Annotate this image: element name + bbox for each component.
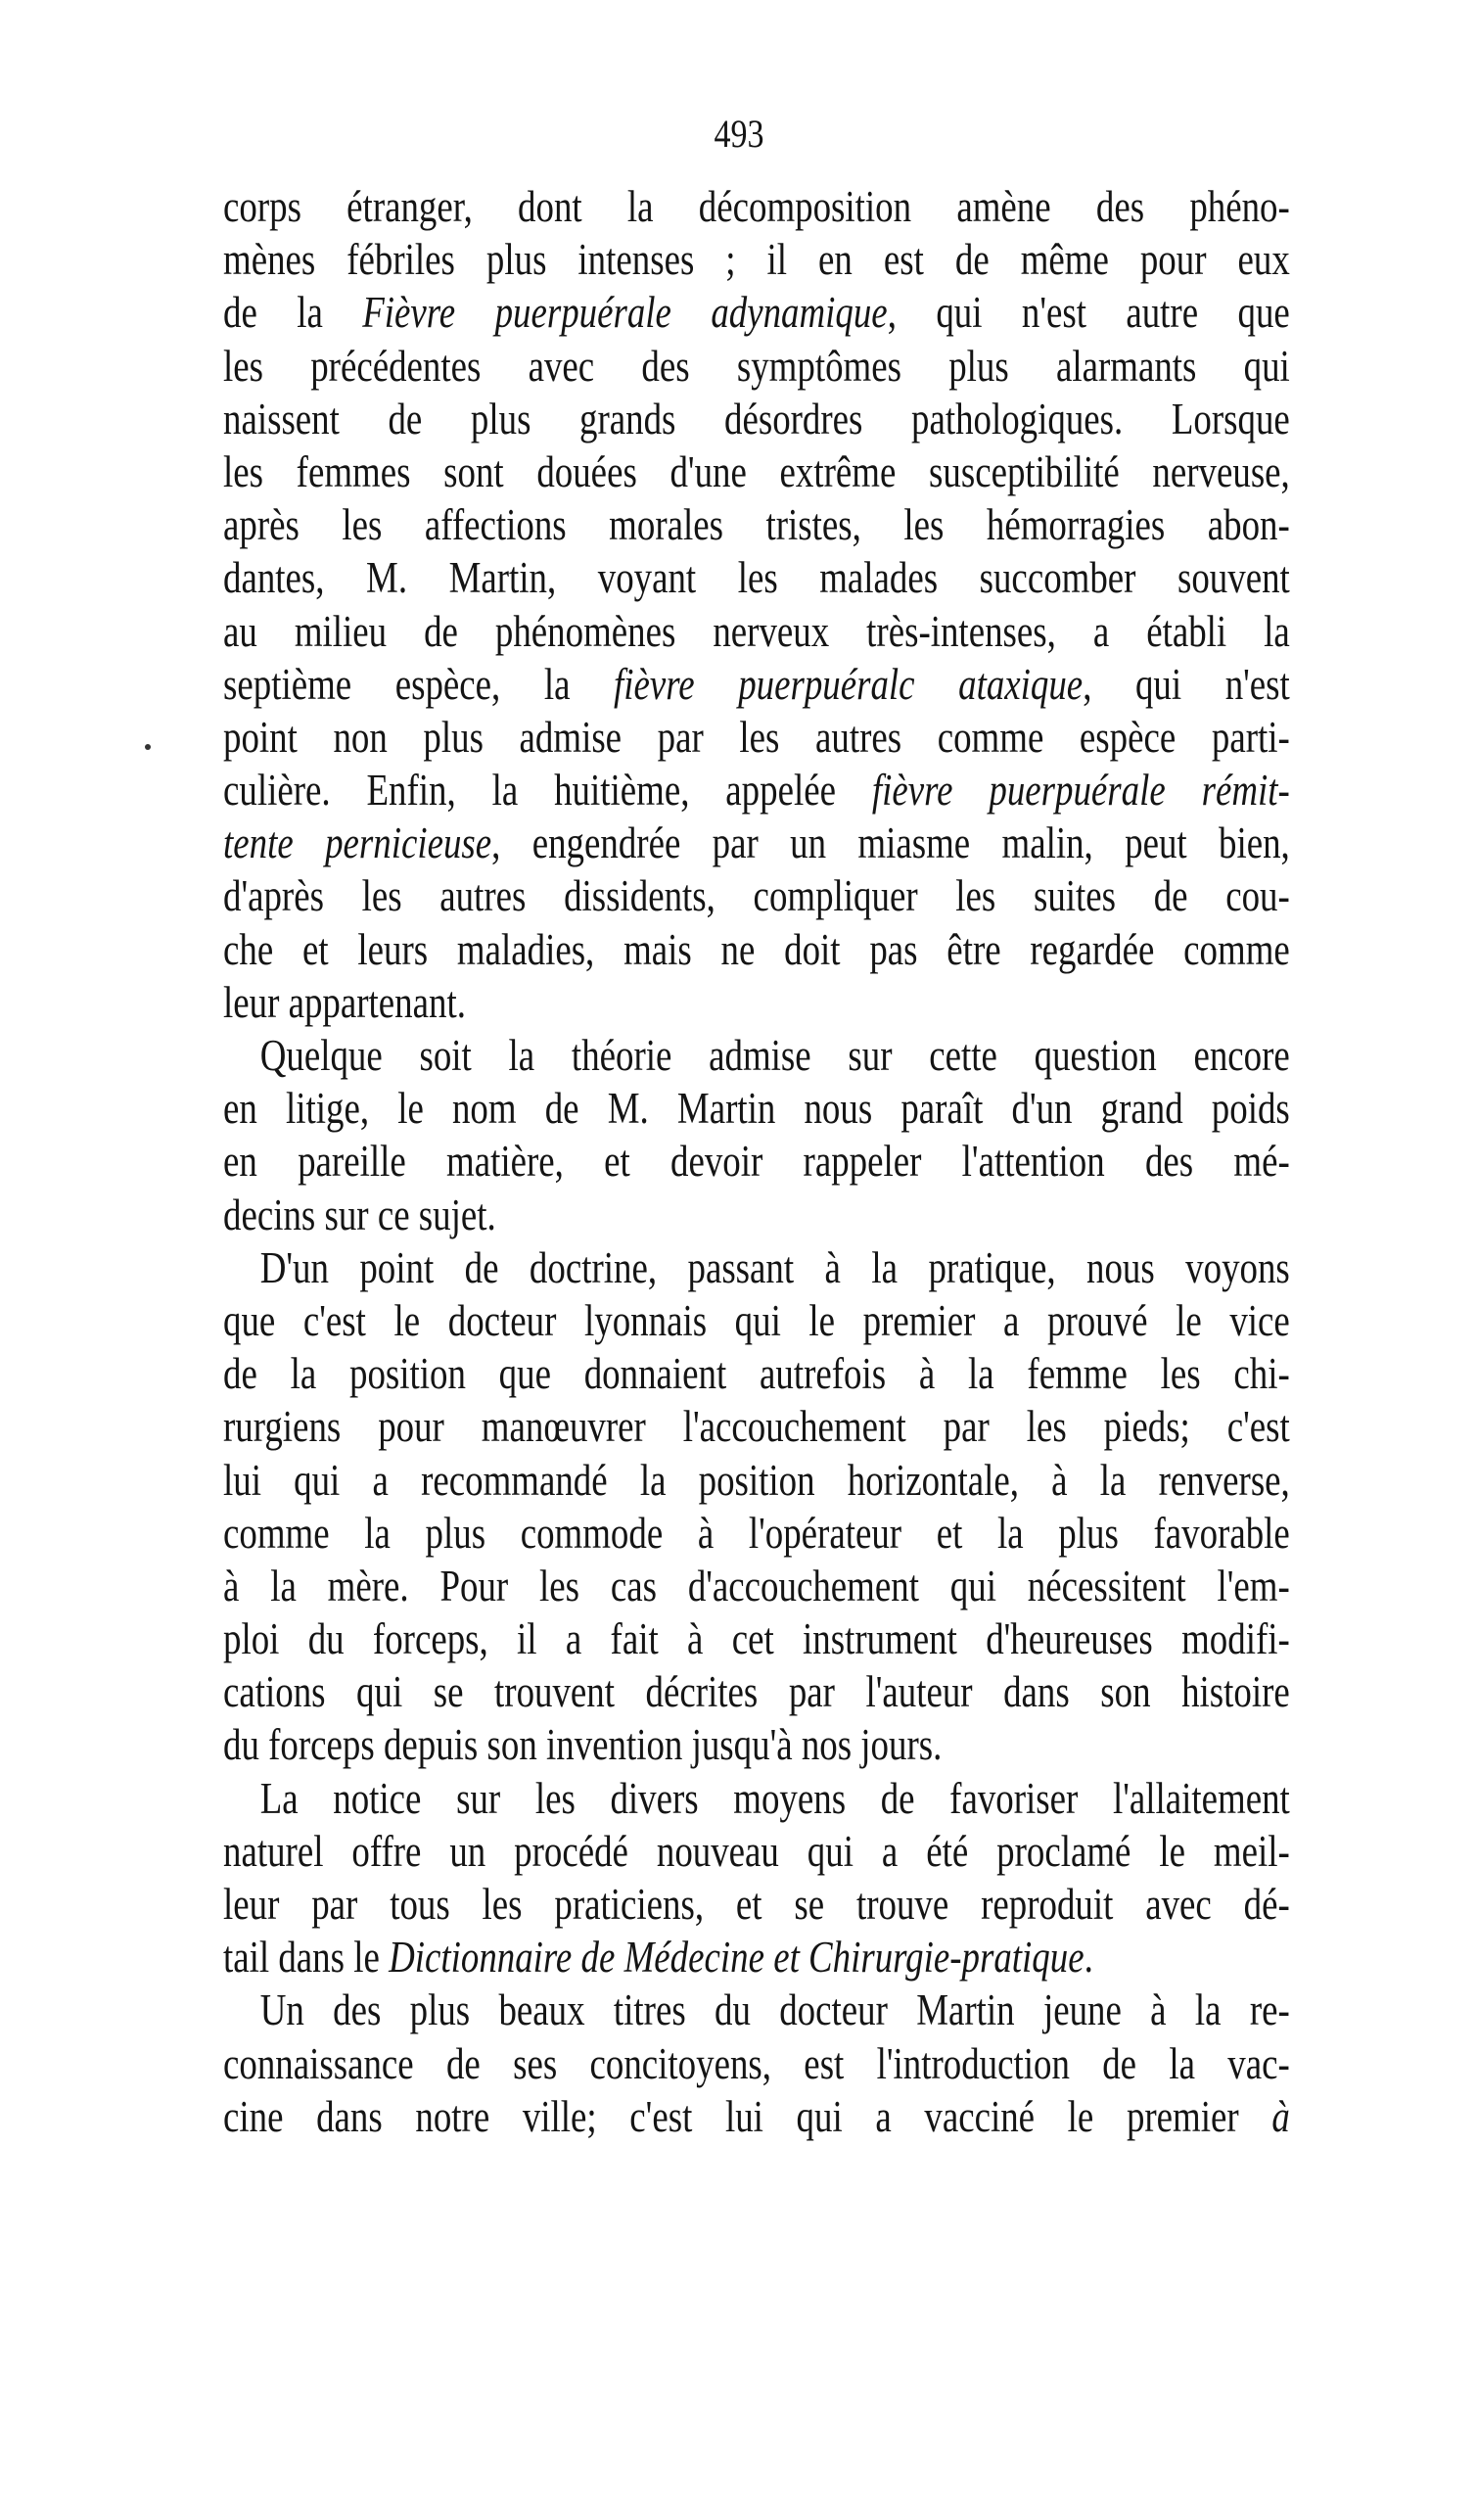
text-line	[223, 1347, 1290, 1400]
text-line	[223, 1825, 1290, 1878]
text-segment: les précédentes avec des symptômes plus alarmants qui	[223, 341, 1290, 391]
text-line	[223, 1241, 1290, 1294]
text-line	[223, 1400, 1290, 1453]
text-segment: leur par tous les praticiens, et se trouve reproduit avec dé-	[223, 1880, 1290, 1929]
text-line	[223, 764, 1290, 817]
text-segment: que c'est le docteur lyonnais qui le premier a prouvé le vice	[223, 1295, 1290, 1345]
page-number-text: 493	[714, 112, 763, 156]
text-segment: comme la plus commode à l'opérateur et la plus favorable	[223, 1508, 1290, 1558]
text-segment: La notice sur les divers moyens de favoriser l'allaitement	[259, 1773, 1290, 1823]
text-segment: decins sur ce sujet.	[223, 1190, 496, 1239]
text-line	[223, 658, 1290, 711]
text-line	[223, 1983, 1290, 2036]
text-segment: à la mère. Pour les cas d'accouchement qui nécessitent l'em-	[223, 1561, 1290, 1610]
body-text	[223, 180, 1290, 2143]
text-line	[223, 551, 1290, 604]
text-segment: en pareille matière, et devoir rappeler l'attention des mé-	[223, 1137, 1290, 1187]
italic-text: Fièvre puerpuérale adynamique	[362, 288, 888, 338]
text-segment: en litige, le nom de M. Martin nous paraît d'un grand poids	[223, 1084, 1290, 1134]
text-segment: corps étranger, dont la décomposition amène des phéno-	[223, 182, 1290, 231]
text-segment: rurgiens pour manœuvrer l'accouchement par les pieds; c'est	[223, 1402, 1290, 1452]
text-line	[223, 233, 1290, 286]
text-segment: culière. Enfin, la huitième, appelée	[223, 766, 872, 816]
text-line	[223, 1029, 1290, 1082]
text-segment: , engendrée par un miasme malin, peut bien,	[491, 818, 1290, 868]
text-segment: cine dans notre ville; c'est lui qui a vacciné le premier	[223, 2091, 1272, 2141]
text-segment: Un des plus beaux titres du docteur Martin jeune à la re-	[259, 1985, 1290, 2035]
text-line	[223, 923, 1290, 976]
text-segment: du forceps depuis son invention jusqu'à nos jours.	[223, 1720, 943, 1770]
text-line	[223, 1189, 1290, 1241]
text-line	[223, 1718, 1290, 1771]
text-segment: tail dans le	[223, 1933, 390, 1983]
text-segment: , qui n'est autre que	[887, 288, 1290, 338]
text-segment: .	[1084, 1933, 1093, 1983]
text-line	[223, 817, 1290, 869]
italic-text: fièvre puerpuérale rémit-	[871, 766, 1290, 816]
text-segment: D'un point de doctrine, passant à la pratique, nous voyons	[259, 1242, 1290, 1292]
text-line	[223, 1454, 1290, 1507]
text-segment: au milieu de phénomènes nerveux très-intenses, a établi la	[223, 606, 1290, 656]
margin-dot-mark	[145, 744, 151, 750]
text-line	[223, 1135, 1290, 1188]
text-segment: les femmes sont douées d'une extrême susceptibilité nerveuse,	[223, 446, 1290, 496]
text-segment: dantes, M. Martin, voyant les malades succomber souvent	[223, 553, 1290, 603]
text-line	[223, 180, 1290, 233]
text-segment: cations qui se trouvent décrites par l'auteur dans son histoire	[223, 1667, 1290, 1717]
text-line	[223, 2090, 1290, 2143]
text-line	[223, 445, 1290, 498]
text-line	[223, 286, 1290, 339]
text-line	[223, 1294, 1290, 1347]
text-segment: , qui n'est	[1083, 659, 1290, 709]
text-line	[223, 1507, 1290, 1560]
italic-text: Dictionnaire de Médecine et Chirurgie-pratique	[389, 1933, 1085, 1983]
text-line	[223, 711, 1290, 764]
text-segment: naturel offre un procédé nouveau qui a été proclamé le meil-	[223, 1826, 1290, 1876]
text-segment: septième espèce, la	[223, 659, 615, 709]
text-line	[223, 976, 1290, 1029]
text-segment: de la	[223, 288, 363, 338]
text-line	[223, 1665, 1290, 1718]
text-segment: Quelque soit la théorie admise sur cette question encore	[259, 1031, 1290, 1080]
text-line	[223, 498, 1290, 551]
text-line	[223, 1560, 1290, 1612]
text-line	[223, 1082, 1290, 1135]
text-line	[223, 393, 1290, 445]
text-line	[223, 1612, 1290, 1665]
text-segment: après les affections morales tristes, les hémorragies abon-	[223, 500, 1290, 550]
text-segment: naissent de plus grands désordres pathologiques. Lorsque	[223, 394, 1290, 443]
text-line	[223, 340, 1290, 393]
text-line	[223, 1931, 1290, 1983]
text-segment: che et leurs maladies, mais ne doit pas être regardée comme	[223, 924, 1290, 974]
text-segment: connaissance de ses concitoyens, est l'introduction de la vac-	[223, 2038, 1290, 2088]
text-segment: mènes fébriles plus intenses ; il en est de même pour eux	[223, 235, 1290, 285]
text-segment: de la position que donnaient autrefois à la femme les chi-	[223, 1349, 1290, 1399]
text-segment: leur appartenant.	[223, 977, 466, 1027]
text-line	[223, 2037, 1290, 2090]
text-line	[223, 869, 1290, 922]
text-segment: point non plus admise par les autres comme espèce parti-	[223, 712, 1290, 762]
italic-text: fièvre puerpuéralc ataxique	[614, 659, 1084, 709]
text-segment: ploi du forceps, il a fait à cet instrument d'heureuses modifi-	[223, 1614, 1290, 1664]
text-line	[223, 1878, 1290, 1931]
page-number	[0, 110, 1477, 159]
text-segment: lui qui a recommandé la position horizontale, à la renverse,	[223, 1455, 1290, 1505]
text-line	[223, 1772, 1290, 1825]
italic-text: tente pernicieuse	[223, 818, 492, 868]
italic-text: à	[1271, 2091, 1290, 2141]
text-line	[223, 605, 1290, 658]
text-segment: d'après les autres dissidents, compliquer les suites de cou-	[223, 871, 1290, 921]
